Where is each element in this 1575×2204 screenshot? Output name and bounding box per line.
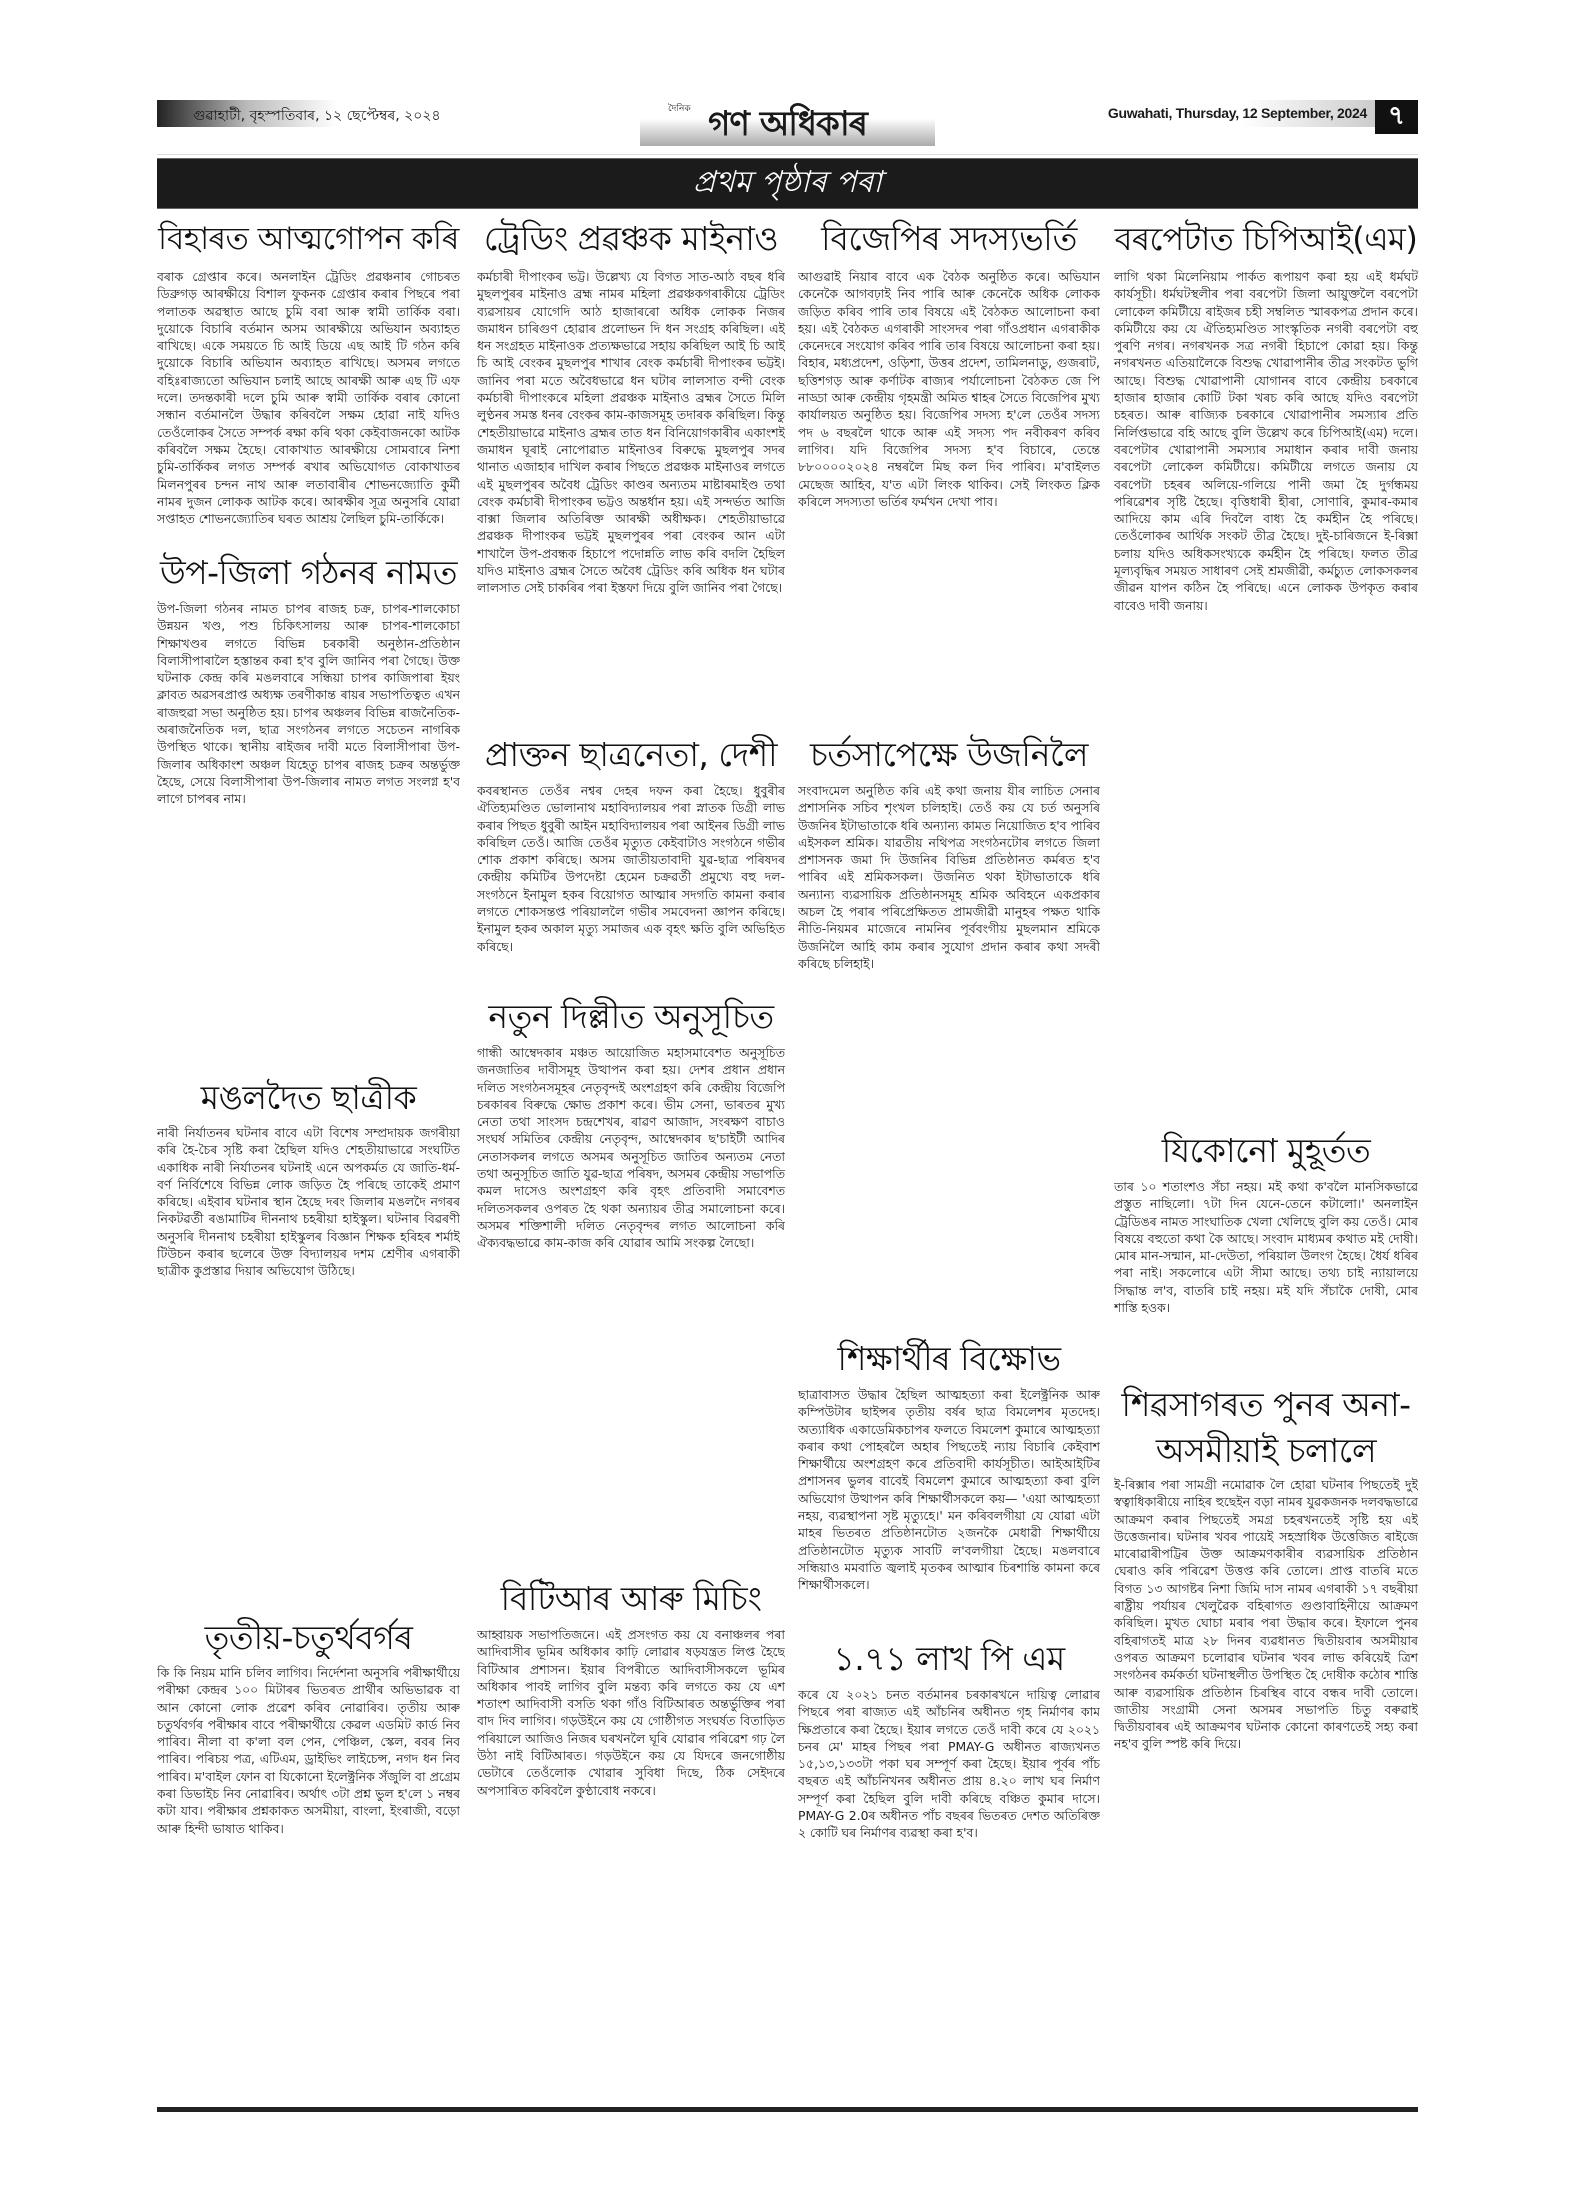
- headline: বিহাৰত আত্মগোপন কৰি: [158, 221, 459, 257]
- article-body: আগুৱাই নিয়াৰ বাবে এক বৈঠক অনুষ্ঠিত কৰে। অভিযান কেনেকৈ আগবঢ়াই নিব পাৰি আৰু কেনেকৈ অধিক লোকক জড়িত কৰিব পাৰি তাৰ বিষয়ে এই বৈঠকত আলোচনা কৰা হয়। এই বৈঠকত এগৰাকী সাংসদৰ পৰা গাঁওপ্ৰধান এগৰাকীক কেনেদৰে সংযোগ কৰিব পাৰি তাৰ বিষয়ে আলোচনা কৰা হয়। বিহাৰ, মধ্যপ্ৰদেশ, ওড়িশা, উত্তৰ প্ৰদেশ, তামিলনাডু, গুজৰাট, ছত্তিশগড় আৰু কৰ্ণাটক ৰাজ্যৰ পৰ্যালোচনা বৈঠকত জে পি নাড্ডা আৰু কেন্দ্ৰীয় গৃহমন্ত্ৰী অমিত শ্বাহৰ সৈতে বিজেপিৰ মুখ্য কাৰ্যালয়ত অনুষ্ঠিত হয়। বিজেপিৰ সদস্য হ'লে তেওঁৰ সদস্য পদ ৬ বছৰলৈ থাকে আৰু এই সদস্য পদ নবীকৰণ কৰিব লাগিব। যদি বিজেপিৰ সদস্য হ'ব বিচাৰে, তেন্তে ৮৮০০০০২০২৪ নম্বৰলৈ মিছ কল দিব পাৰিব। ম'বাইলত মেছেজ আহিব, য'ত এটা লিংক থাকিব। সেই লিংকত ক্লিক কৰিলে সদস্যতা ভৰ্তিৰ ফৰ্মখন দেখা পাব।: [798, 269, 1100, 509]
- masthead-logo: [640, 100, 935, 146]
- headline: ট্ৰেডিং প্ৰৱঞ্চক মাইনাও: [483, 219, 779, 258]
- article-body: লাগি থকা মিলেনিয়াম পাৰ্কত ৰূপায়ণ কৰা হয় এই ধৰ্মঘট কাৰ্যসূচী। ধৰ্মঘটস্থলীৰ পৰা বৰপেটা জিলা আয়ুক্তলৈ বৰপেটা লোকেল কমিটীয়ে ৰাইজৰ চহী সম্বলিত স্মাৰকপত্ৰ প্ৰদান কৰে। কমিটীয়ে কয় যে ঐতিহ্যমণ্ডিত সাংস্কৃতিক নগৰী বৰপেটা বহু পুৰণি নগৰ। নগৰখনক সত্ৰ নগৰী হিচাপে কোৱা হয়। কিন্তু নগৰখনত এতিয়ালৈকে বিশুদ্ধ খোৱাপানীৰ তীব্ৰ সংকটত ভুগি আছে। বিশুদ্ধ খোৱাপানী যোগানৰ বাবে কেন্দ্ৰীয় চৰকাৰে হাজাৰ হাজাৰ কোটি টকা খৰচ কৰি আছে যদিও বৰপেটা চহৰত। আৰু ৰাজ্যিক চৰকাৰে খোৱাপানীৰ সমস্যাৰ প্ৰতি নিৰ্লিপ্তভাৱে বহি আছে বুলি উল্লেখ কৰে চিপিআই(এম) দলে। বৰপেটাৰ খোৱাপানী সমস্যাৰ সমাধান কৰাৰ দাবী জনায় বৰপেটা লোকেল কমিটীয়ে। কমিটীয়ে লগতে জনায় যে বৰপেটা চহৰৰ অলিয়ে-গলিয়ে পানী জমা হৈ দুৰ্গন্ধময় পৰিৱেশৰ সৃষ্টি হৈছে। বৃত্তিধাৰী হীৰা, সোণাৰি, কুমাৰ-কমাৰ আদিয়ে কাম এৰি দিবলৈ বাধ্য হৈ কৰ্মহীন হৈ পৰিছে। তেওঁলোকৰ আৰ্থিক সংকট তীব্ৰ হৈছে। দুই-চাৰিজনে ই-ৰিক্সা চলায় যদিও অধিকসংখ্যকে কৰ্মহীন হৈ পৰিছে। ফলত তীব্ৰ মূল্যবৃদ্ধিৰ সময়ত সাধাৰণ সেই শ্ৰমজীৱী, কৰ্মচ্যুত লোকসকলৰ জীৱন যাপন কঠিন হৈ পৰিছে। এনে লোকক উপকৃত কৰাৰ বাবেও দাবী জনায়।: [1114, 269, 1418, 613]
- headline: শিক্ষাৰ্থীৰ বিক্ষোভ: [837, 1339, 1061, 1378]
- headline: ১.৭১ লাখ পি এম: [833, 1639, 1065, 1678]
- article-body: গান্ধী আম্বেদকাৰ মঞ্চত আয়োজিত মহাসমাবেশত অনুসূচিত জনজাতিৰ দাবীসমূহ উত্থাপন কৰা হয়। দেশৰ প্ৰধান প্ৰধান দলিত সংগঠনসমূহৰ নেতৃবৃন্দই অংশগ্ৰহণ কৰি কেন্দ্ৰীয় বিজেপি চৰকাৰৰ বিৰুদ্ধে ক্ষোভ প্ৰকাশ কৰে। ভীম সেনা, ভাৰতৰ মুখ্য নেতা তথা সাংসদ চন্দ্ৰশেখৰ, ৰাৱণ আজাদ, সংৰক্ষণ বাচাও সংঘৰ্ষ সমিতিৰ কেন্দ্ৰীয় নেতৃবৃন্দ, আম্বেদকাৰ ছ'চাইটী আদিৰ নেতাসকলৰ লগতে অসমৰ অনুসূচিত জাতিৰ অন্যতম নেতা তথা অনুসূচিত জাতি যুৱ-ছাত্ৰ পৰিষদ, অসমৰ কেন্দ্ৰীয় সভাপতি কমল দাসেও অংশগ্ৰহণ কৰি বৃহৎ প্ৰতিবাদী সমাবেশত দলিতসকলৰ ওপৰত হৈ থকা অন্যায়ৰ তীব্ৰ সমালোচনা কৰে। অসমৰ শক্তিশালী দলিত নেতৃবৃন্দৰ লগত আলোচনা কৰি ঐক্যবদ্ধভাৱে কাম-কাজ কৰি যোৱাৰ আমি সংকল্প লৈছো।: [477, 1045, 785, 1251]
- article-body: বৰাক গ্ৰেপ্তাৰ কৰে। অনলাইন ট্ৰেডিং প্ৰৱঞ্চনাৰ গোচৰত ডিব্ৰুগড় আৰক্ষীয়ে বিশাল ফুকনক গ্ৰেপ্তাৰ কৰাৰ পিছৰে পৰা পলাতক অৱস্থাত আছে চুমি বৰা আৰু স্বামী তাৰ্কিক বৰা। দুয়োকে বিচাৰি বৰ্তমান অসম আৰক্ষীয়ে অভিযান অব্যাহত ৰাখিছে। একে সময়তে চি আই ডিয়ে এছ আই টি গঠন কৰি দুয়োকে বিচাৰি অভিযান অব্যাহত ৰাখিছে। অসমৰ লগতে বহিঃৰাজ্যতো অভিযান চলাই আছে আৰক্ষী আৰু এছ টি এফ দলে। তদন্তকাৰী দলে চুমি আৰু স্বামী তাৰ্কিক বৰাৰ কোনো সন্ধান বৰ্তমানলৈ উদ্ধাৰ কৰিবলৈ সক্ষম হোৱা নাই যদিও তেওঁলোকৰ সৈতে সম্পৰ্ক ৰক্ষা কৰি থকা কেইবাজনকো আটক কৰিবলৈ সক্ষম হৈছে। বোকাখাত আৰক্ষীয়ে সোমবাৰে নিশা চুমি-তাৰ্কিকৰ লগত সম্পৰ্ক ৰখাৰ অভিযোগত বোকাখাতৰ মিলনপুৰৰ চন্দন নাথ আৰু লতাবাৰীৰ শোভনজ্যোতি কুৰ্মী নামৰ দুজন লোকক আটক কৰে। আৰক্ষীৰ সূত্ৰ অনুসৰি যোৱা সপ্তাহত শোভনজ্যোতিৰ ঘৰত আশ্ৰয় লৈছিল চুমি-তাৰ্কিকে।: [157, 269, 460, 527]
- article-body: ছাত্ৰাবাসত উদ্ধাৰ হৈছিল আত্মহত্যা কৰা ইলেক্ট্ৰনিক আৰু কম্পিউটাৰ ছাইন্সৰ তৃতীয় বৰ্ষৰ ছাত্ৰ বিমলেশৰ মৃতদেহ। অত্যাধিক একাডেমিকচাপৰ ফলতে বিমলেশ কুমাৰে আত্মহত্যা কৰাৰ কথা পোহৰলৈ অহাৰ পিছতেই ন্যায় বিচাৰি কেইবাশ শিক্ষাৰ্থীয়ে অংশগ্ৰহণ কৰে প্ৰতিবাদী কাৰ্যসূচীত। আইআইটিৰ প্ৰশাসনৰ ভুলৰ বাবেই বিমলেশ কুমাৰে আত্মহত্যা কৰা বুলি অভিযোগ উত্থাপন কৰি শিক্ষাৰ্থীসকলে কয়— 'এয়া আত্মহত্যা নহয়, ব্যৱস্থাপনা সৃষ্ট মৃত্যুহে।' মন কৰিবলগীয়া যে যোৱা এটা মাহৰ ভিতৰত প্ৰতিষ্ঠানটোত ২জনকৈ মেধাৱী শিক্ষাৰ্থীয়ে প্ৰতিষ্ঠানটোত মৃত্যুক সাবটি ল'বলগীয়া হৈছে। মঙলবাৰে সন্ধিয়াও মমবাতি জ্বলাই মৃতকৰ আত্মাৰ চিৰশান্তি কামনা কৰে শিক্ষাৰ্থীসকলে।: [798, 1387, 1100, 1593]
- headline: বৰপেটাত চিপিআই(এম): [1114, 220, 1418, 258]
- article-body: আহ্বায়ক সভাপতিজনে। এই প্ৰসংগত কয় যে বনাঞ্চলৰ পৰা আদিবাসীৰ ভূমিৰ অধিকাৰ কাঢ়ি লোৱাৰ ষড়যন্ত্ৰত লিপ্ত হৈছে বিটিআৰ প্ৰশাসন। ইয়াৰ বিপৰীতে আদিবাসীসকলে ভূমিৰ অধিকাৰ পাবই লাগিব বুলি মন্তব্য কৰি লগতে কয় যে এশ শতাংশ আদিবাসী বসতি থকা গাঁও বিটিআৰত অন্তৰ্ভুক্তিৰ পৰা বাদ দিব লাগিব। গড়উইনে কয় যে গোষ্ঠীগত সংঘৰ্ষত বিতাড়িত পৰিয়ালে আজিও নিজৰ ঘৰখনলৈ ঘূৰি যোৱাৰ পৰিৱেশ গঢ় লৈ উঠা নাই বিটিআৰত। গড়উইনে কয় যে যিদৰে জনগোষ্ঠীয় ভেটাৰে তেওঁলোক খোৱাৰ সুবিধা দিছে, ঠিক সেইদৰে অপসাৰিত কৰিবলৈ কুণ্ঠাবোধ নকৰে।: [477, 1627, 785, 1798]
- masthead-small-label: দৈনিক: [668, 104, 691, 114]
- article-body: ই-ৰিক্সাৰ পৰা সামগ্ৰী নমোৱাক লৈ হোৱা ঘটনাৰ পিছতেই দুই স্বত্বাধিকাৰীয়ে নাহিৰ হুছেইন বড়া নামৰ যুৱকজনক দলবদ্ধভাৱে আক্ৰমণ কৰাৰ পিছতেই সমগ্ৰ চহৰখনতেই সৃষ্টি হয় এই উত্তেজনাৰ। ঘটনাৰ খবৰ পায়েই সহস্ৰাধিক উত্তেজিত ৰাইজে মাৰোৱাৰীপট্টিৰ উক্ত আক্ৰমণকাৰীৰ ব্যৱসায়িক প্ৰতিষ্ঠান ঘেৰাও কৰি পৰিৱেশ উত্তপ্ত কৰি তোলে। প্ৰাপ্ত বাতৰি মতে বিগত ১৩ আগষ্টৰ নিশা জিমি দাস নামৰ এগৰাকী ১৭ বছৰীয়া ৰাষ্ট্ৰীয় পৰ্যায়ৰ খেলুৱৈক বহিৰাগত গুণ্ডাবাহিনীয়ে আক্ৰমণ কৰিছিল। মুখত ঘোচা মৰাৰ পৰা উদ্ধাৰ কৰে। ইফালে পুনৰ বহিৰাগতই মাত্ৰ ২৮ দিনৰ ব্যৱধানত দ্বিতীয়বাৰ অসমীয়াৰ ওপৰত আক্ৰমণ চলোৱাৰ ঘটনাৰ খবৰ লাভ কৰিয়েই ত্ৰিশ সংগঠনৰ কৰ্মকৰ্তা ঘটনাস্থলীত উপস্থিত হৈ দোষীক কঠোৰ শাস্তি আৰু ব্যৱসায়িক প্ৰতিষ্ঠান চিৰস্থিৰ বাবে বন্ধৰ দাবী তোলে। জাতীয় সংগ্ৰামী সেনা অসমৰ সভাপতি চিতু বৰুৱাই দ্বিতীয়বাৰৰ এই আক্ৰমণৰ ঘটনাক কোনো কাৰণতেই সহ্য কৰা নহ'ব বুলি স্পষ্ট কৰি দিয়ে।: [1114, 1477, 1418, 1752]
- article-body: কৰ্মচাৰী দীপাংকৰ ভট্ট। উল্লেখ্য যে বিগত সাত-আঠ বছৰ ধৰি মুছলপুৰৰ মাইনাও ব্ৰহ্ম নামৰ মহিলা প্ৰৱঞ্চকগৰাকীয়ে ট্ৰেডিং ব্যৱসায়ৰ যোগেদি আঠ হাজাৰৰো অধিক লোকক নিজৰ জমাধন চাৰিগুণ হোৱাৰ প্ৰলোভন দি ধন সংগ্ৰহ কৰিছিল। এই ধন সংগ্ৰহত মাইনাওক প্ৰত্যক্ষভাৱে সহায় কৰিছিল আই চি আই চি আই বেংকৰ মুছলপুৰ শাখাৰ বেংক কৰ্মচাৰী দীপাংকৰ ভট্টই। জানিব পৰা মতে অবৈধভাৱে ধন ঘটাৰ লালসাত বন্দী বেংক কৰ্মচাৰী দীপাংকৰে মহিলা প্ৰৱঞ্চক মাইনাও ব্ৰহ্মৰ সৈতে মিলি লুণ্ঠনৰ সমস্ত ধনৰ বেংকৰ কাম-কাজসমূহ তদাৰক কৰিছিল। কিন্তু শেহতীয়াভাৱে মাইনাও ব্ৰহ্মৰ তাত ধন বিনিয়োগকাৰীৰ একাংশই জমাধন ঘূৰাই নোপোৱাত মাইনাওৰ বিৰুদ্ধে মুছলপুৰ সদৰ থানাত এজাহাৰ দাখিল কৰাৰ পিছতে প্ৰৱঞ্চক মাইনাওৰ লগতে এই মুছলপুৰৰ অবৈধ ট্ৰেডিং কাণ্ডৰ অন্যতম মাষ্টাৰমাইণ্ড তথা বেংক কৰ্মচাৰী দীপাংকৰ ভট্টও অন্তৰ্ধান হয়। এই সন্দৰ্ভত আজি বাক্সা জিলাৰ অতিৰিক্ত আৰক্ষী অধীক্ষক। শেহতীয়াভাৱে প্ৰৱঞ্চক দীপাংকৰ ভট্টই মুছলপুৰৰ পৰা বেংকৰ আন এটা শাখালৈ উপ-প্ৰবন্ধক হিচাপে পদোন্নতি লাভ কৰি বদলি হৈছিল যদিও মাইনাও ব্ৰহ্মৰ সৈতে অবৈধ ট্ৰেডিং কৰি অধিক ধন ঘটাৰ লালসাত সেই চাকৰিৰ পৰা ইস্তফা দিয়ে বুলি জানিব পৰা গৈছে।: [477, 269, 785, 596]
- page-number: ৭: [1375, 100, 1418, 134]
- headline: প্ৰাক্তন ছাত্ৰনেতা, দেশী: [484, 735, 778, 774]
- article-body: তাৰ ১০ শতাংশও সঁচা নহয়। মই কথা ক'বলৈ মানসিকভাৱে প্ৰস্তুত নাছিলো। ৭টা দিন যেনে-তেনে কটালো।' অনলাইন ট্ৰেডিঙৰ নামত সাংঘাতিক খেলা খেলিছে বুলি কয় তেওঁ। মোৰ বিষয়ে বহুতো কথা কৈ আছে। সংবাদ মাধ্যমৰ কথাত মই দোষী। মোৰ মান-সন্মান, মা-দেউতা, পৰিয়াল উলংগ হৈছে। ধৈৰ্য ধৰিৰ পৰা নাই। সকলোৰে এটা সীমা আছে। তথ্য চাই ন্যায়ালয়ে সিদ্ধান্ত ল'ব, বাতৰি চাই নহয়। মই যদি সঁচাকৈ দোষী, মোৰ শাস্তি হওক।: [1114, 1179, 1418, 1316]
- headline: বিজেপিৰ সদস্যভৰ্তি: [821, 219, 1077, 258]
- headline: নতুন দিল্লীত অনুসূচিত: [488, 997, 774, 1036]
- headline: মঙলদৈত ছাত্ৰীক: [200, 1078, 417, 1117]
- headline: যিকোনো মুহূৰ্তত: [1161, 1131, 1371, 1170]
- header-divider: [157, 154, 1418, 155]
- headline: চৰ্তসাপেক্ষে উজনিলৈ: [810, 735, 1088, 774]
- header-date-english: Guwahati, Thursday, 12 September, 2024: [1080, 100, 1375, 127]
- section-banner: প্ৰথম পৃষ্ঠাৰ পৰা: [157, 158, 1418, 209]
- article-body: সংবাদমেল অনুষ্ঠিত কৰি এই কথা জনায় যীৰ লাচিত সেনাৰ প্ৰশাসনিক সচিব শৃংখল চলিহাই। তেওঁ কয় যে চৰ্ত অনুসৰি উজনিৰ ইটাভাতাকে ধৰি অন্যান্য কামত নিয়োজিত হ'ব পাৰিব এইসকল শ্ৰমিক। যাৱতীয় নথিপত্ৰ সংগঠনটোৰ লগতে জিলা প্ৰশাসনক জমা দি উজনিৰ বিভিন্ন প্ৰতিষ্ঠানত কৰ্মৰত হ'ব পাৰিব এই শ্ৰমিকসকল। উজনিত থকা ইটাভাতাকে ধৰি অন্যান্য ব্যৱসায়িক প্ৰতিষ্ঠানসমূহ শ্ৰমিক অবিহনে একপ্ৰকাৰ অচল হৈ পৰাৰ পৰিপ্ৰেক্ষিতত প্ৰামজীৱী মানুহৰ পক্ষত থাকি নীতি-নিয়মৰ মাজেৰে নামনিৰ পূৰ্ববংগীয় মুছলমান শ্ৰমিকে উজনিলৈ আহি কাম কৰাৰ সুযোগ প্ৰদান কৰাৰ কথা সদৰী কৰিছে চলিহাই।: [798, 783, 1100, 971]
- headline: শিৱসাগৰত পুনৰ অনা-অসমীয়াই চলালে: [1121, 1385, 1411, 1470]
- article-body: কি কি নিয়ম মানি চলিব লাগিব। নিৰ্দেশনা অনুসৰি পৰীক্ষাৰ্থীয়ে পৰীক্ষা কেন্দ্ৰৰ ১০০ মিটাৰৰ ভিতৰত প্ৰাৰ্থীৰ অভিভাৱক বা আন কোনো লোক প্ৰৱেশ কৰিব নোৱাৰিব। তৃতীয় আৰু চতুৰ্থবৰ্গৰ পৰীক্ষাৰ বাবে পৰীক্ষাৰ্থীয়ে কেৱল এডমিট কাৰ্ড নিব পাৰিব। নীলা বা ক'লা বল পেন, পেঞ্চিল, স্কেল, ৰবৰ নিব পাৰিব। পৰিচয় পত্ৰ, এটিএম, ড্ৰাইভিং লাইচেন্স, নগদ ধন নিব পাৰিব। ম'বাইল ফোন বা যিকোনো ইলেক্ট্ৰনিক সঁজুলি বা প্ৰগ্ৰেম কৰা ডিভাইচ নিব নোৱাৰিব। অৰ্থাৎ ৩টা প্ৰশ্ন ভুল হ'লে ১ নম্বৰ কটা যাব। পৰীক্ষাৰ প্ৰশ্নকাকত অসমীয়া, বাংলা, ইংৰাজী, বড়ো আৰু হিন্দী ভাষাত থাকিব।: [157, 1665, 460, 1836]
- article-body: কৰে যে ২০২১ চনত বৰ্তমানৰ চৰকাৰখনে দায়িত্ব লোৱাৰ পিছৰে পৰা ৰাজ্যত এই আঁচনিৰ অধীনত গৃহ নিৰ্মাণৰ কাম ক্ষিপ্ৰতাৰে কৰা হৈছে। ইয়াৰ লগতে তেওঁ দাবী কৰে যে ২০২১ চনৰ মে' মাহৰ পিছৰ পৰা PMAY-G অধীনত ৰাজ্যখনত ১৫,১৩,১৩৩টা পকা ঘৰ সম্পূৰ্ণ কৰা হৈছে। ইয়াৰ পূৰ্বৰ পাঁচ বছৰত এই আঁচনিখনৰ অধীনত প্ৰায় ৪.২০ লাখ ঘৰ নিৰ্মাণ সম্পূৰ্ণ কৰা হৈছিল বুলি দাবী কৰিছে বঞ্চিত কুমাৰ দাসে। PMAY-G 2.0ৰ অধীনত পাঁচ বছৰৰ ভিতৰত দেশত অতিৰিক্ত ২ কোটি ঘৰ নিৰ্মাণৰ ব্যৱস্থা কৰা হ'ব।: [798, 1687, 1100, 1841]
- headline: বিটিআৰ আৰু মিচিং: [500, 1579, 762, 1618]
- article-body: উপ-জিলা গঠনৰ নামত চাপৰ ৰাজহ চক্ৰ, চাপৰ-শালকোচা উন্নয়ন খণ্ড, পশু চিকিৎসালয় আৰু চাপৰ-শালকোচা শিক্ষাখণ্ডৰ লগতে বিভিন্ন চৰকাৰী অনুষ্ঠান-প্ৰতিষ্ঠান বিলাসীপাৰালৈ হস্তান্তৰ কৰা হ'ব বুলি জানিব পৰা গৈছে। উক্ত ঘটনাক কেন্দ্ৰ কৰি মঙলবাৰে সন্ধিয়া চাপৰ কাজিপাৰা ইয়ং ক্লাবত অৱসৰপ্ৰাপ্ত অধ্যক্ষ তৰণীকান্ত ৰায়ৰ সভাপতিত্বত এখন ৰাজহুৱা সভা অনুষ্ঠিত হয়। চাপৰ অঞ্চলৰ বিভিন্ন ৰাজনৈতিক-অৰাজনৈতিক দল, ছাত্ৰ সংগঠনৰ লগতে সচেতন নাগৰিক উপস্থিত থাকে। স্থানীয় ৰাইজৰ দাবী মতে বিলাসীপাৰা উপ-জিলাৰ অধিকাংশ অঞ্চল যিহেতু চাপৰ ৰাজহ চক্ৰৰ অন্তৰ্ভুক্ত হৈছে, সেয়ে বিলাসীপাৰা উপ-জিলাৰ নামত লগত সংলগ্ন হ'ব লাগে চাপৰৰ নাম।: [157, 601, 460, 807]
- masthead-title: গণ অধিকাৰ: [708, 104, 867, 144]
- header-date-assamese: গুৱাহাটী, বৃহস্পতিবাৰ, ১২ ছেপ্টেম্বৰ, ২০২৪: [157, 100, 457, 127]
- footer-rule: [157, 2107, 1418, 2112]
- headline: তৃতীয়-চতুৰ্থবৰ্গৰ: [204, 1618, 413, 1657]
- headline: উপ-জিলা গঠনৰ নামত: [159, 553, 457, 592]
- article-body: কবৰস্থানত তেওঁৰ নশ্বৰ দেহৰ দফন কৰা হৈছে। ধুবুৰীৰ ঐতিহ্যমণ্ডিত ভোলানাথ মহাবিদ্যালয়ৰ পৰা স্নাতক ডিগ্ৰী লাভ কৰাৰ পিছত ধুবুৰী আইন মহাবিদ্যালয়ৰ পৰা আইনৰ ডিগ্ৰী লাভ কৰিছিল তেওঁ। আজি তেওঁৰ মৃত্যুত কেইবাটাও সংগঠনে গভীৰ শোক প্ৰকাশ কৰিছে। অসম জাতীয়তাবাদী যুৱ-ছাত্ৰ পৰিষদৰ কেন্দ্ৰীয় কমিটিৰ উপদেষ্টা হেমেন চক্ৰৱৰ্তী প্ৰমুখ্যে বহু দল-সংগঠনে ইনামুল হকৰ বিয়োগত আত্মাৰ সদগতি কামনা কৰাৰ লগতে শোকসন্তপ্ত পৰিয়াললৈ গভীৰ সমবেদনা জ্ঞাপন কৰিছে। ইনামুল হকৰ অকাল মৃত্যু সমাজৰ এক বৃহৎ ক্ষতি বুলি অভিহিত কৰিছে।: [477, 783, 785, 954]
- article-body: নাৰী নিৰ্যাতনৰ ঘটনাৰ বাবে এটা বিশেষ সম্প্ৰদায়ক জগৰীয়া কৰি হৈ-চৈৰ সৃষ্টি কৰা হৈছিল যদিও শেহতীয়াভাৱে সংঘটিত একাধিক নাৰী নিৰ্যাতনৰ ঘটনাই এনে অপকৰ্মত যে জাতি-ধৰ্ম-বৰ্ণ নিৰ্বিশেষে বিভিন্ন লোক জড়িত হৈ পৰিছে তাকেই প্ৰমাণ কৰিছে। এইবাৰ ঘটনাৰ স্থান হৈছে দৰং জিলাৰ মঙলদৈ নগৰৰ নিকটৱৰ্তী ৰঙামাটিৰ দীননাথ চহৰীয়া হাইস্কুল। ঘটনাৰ বিৱৰণী অনুসৰি দীননাথ চহৰীয়া হাইস্কুলৰ বিজ্ঞান শিক্ষক হৰিহৰ শৰ্মাই টিউচন কৰাৰ ছলেৰে উক্ত বিদ্যালয়ৰ দশম শ্ৰেণীৰ এগৰাকী ছাত্ৰীক কুপ্ৰস্তাৱ দিয়াৰ অভিযোগ উঠিছে।: [157, 1125, 460, 1279]
